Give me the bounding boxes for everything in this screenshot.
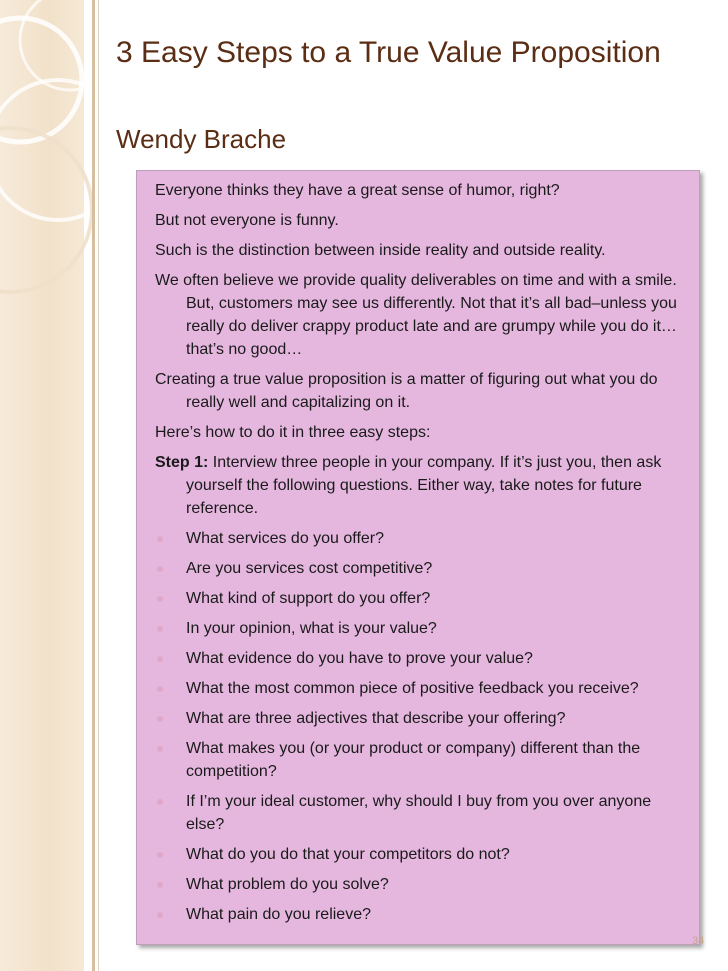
vertical-rule-thin (98, 0, 99, 971)
step-1-paragraph (155, 451, 687, 520)
question-item (155, 707, 687, 730)
question-text: In your opinion, what is your value? (186, 620, 437, 637)
question-text: What do you do that your competitors do not? (186, 846, 510, 863)
question-text: What evidence do you have to prove your value? (186, 650, 533, 667)
intro-line-6: Here’s how to do it in three easy steps: (155, 424, 431, 441)
question-text: Are you services cost competitive? (186, 560, 433, 577)
question-item (155, 557, 687, 580)
intro-line-2: But not everyone is funny. (155, 212, 339, 229)
question-item (155, 843, 687, 866)
question-text: If I’m your ideal customer, why should I buy from you over anyone else? (186, 793, 652, 833)
bullet-icon (157, 686, 163, 692)
step-1-label: Step 1: (155, 454, 209, 471)
bullet-icon (157, 799, 163, 805)
bullet-icon (157, 716, 163, 722)
intro-line-4: We often believe we provide quality deliverables on time and with a smile. But, customers may see us differently. Not that it’s all bad–unless you really do deliver crappy product late and are grumpy while you do it…that’s no good… (155, 272, 677, 358)
question-item (155, 647, 687, 670)
bullet-icon (157, 536, 163, 542)
intro-line-5: Creating a true value proposition is a matter of figuring out what you do really well and capitalizing on it. (155, 371, 658, 411)
intro-line-3: Such is the distinction between inside reality and outside reality. (155, 242, 606, 259)
question-text: What makes you (or your product or company) different than the competition? (186, 740, 641, 780)
bullet-icon (157, 626, 163, 632)
question-text: What problem do you solve? (186, 876, 389, 893)
bullet-icon (157, 912, 163, 918)
question-item (155, 873, 687, 896)
question-item (155, 587, 687, 610)
question-text: What services do you offer? (186, 530, 385, 547)
question-item (155, 527, 687, 550)
bullet-icon (157, 566, 163, 572)
slide-title: 3 Easy Steps to a True Value Proposition (116, 36, 661, 69)
step-1-text: Interview three people in your company. If it’s just you, then ask yourself the following questions. Either way, take notes for future reference. (186, 454, 662, 517)
question-text: What kind of support do you offer? (186, 590, 431, 607)
question-text: What are three adjectives that describe your offering? (186, 710, 566, 727)
bullet-icon (157, 852, 163, 858)
bullet-icon (157, 746, 163, 752)
question-item (155, 677, 687, 700)
question-item (155, 790, 687, 836)
bullet-icon (157, 882, 163, 888)
question-item (155, 903, 687, 926)
question-item (155, 617, 687, 640)
question-item (155, 737, 687, 783)
bullet-icon (157, 596, 163, 602)
question-text: What the most common piece of positive feedback you receive? (186, 680, 639, 697)
content-panel (136, 170, 700, 945)
bullet-icon (157, 656, 163, 662)
page-number: 34 (692, 935, 705, 947)
vertical-rule (92, 0, 95, 971)
intro-line-1: Everyone thinks they have a great sense of humor, right? (155, 182, 560, 199)
question-text: What pain do you relieve? (186, 906, 371, 923)
author-name: Wendy Brache (116, 124, 287, 154)
